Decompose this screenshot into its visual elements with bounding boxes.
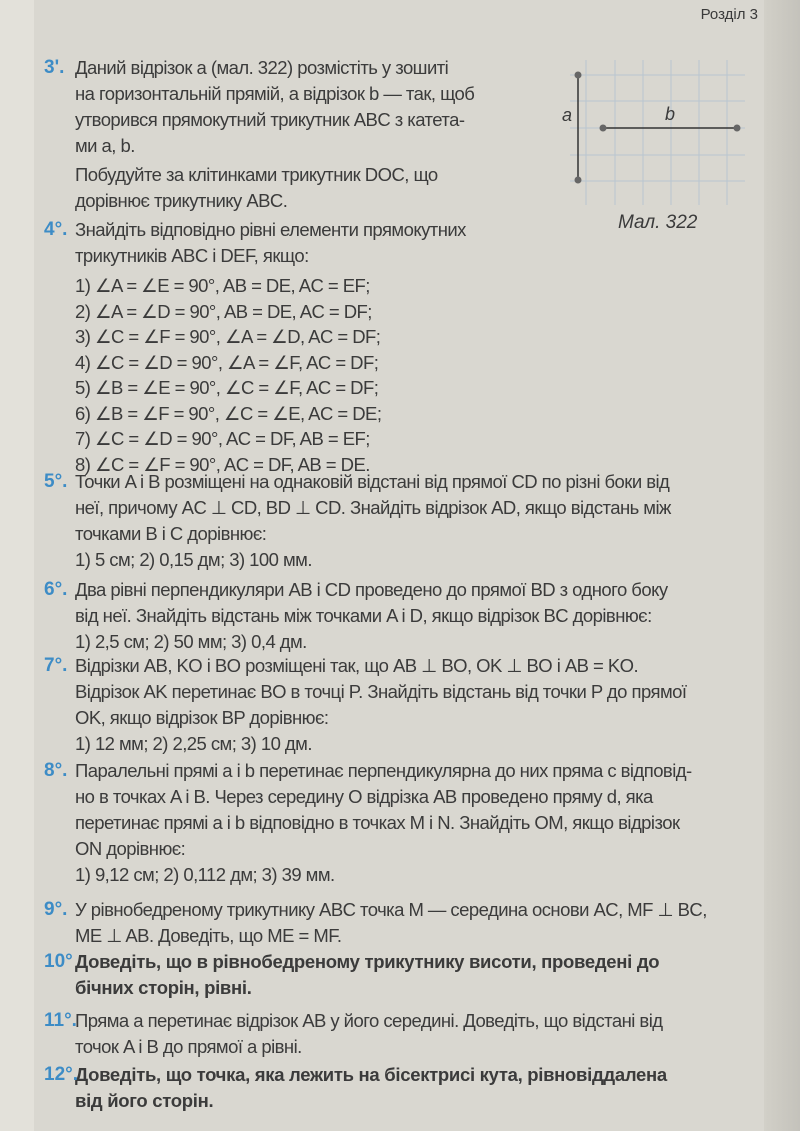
condition-item: 6) ∠B = ∠F = 90°, ∠C = ∠E, AC = DE; (75, 402, 382, 424)
problem-5 (44, 469, 774, 573)
problem-number: 12°. (44, 1064, 79, 1085)
condition-item: 4) ∠C = ∠D = 90°, ∠A = ∠F, AC = DF; (75, 351, 379, 373)
problem-text: Два рівні перпендикуляри AB і CD проведено до прямої BD з одного боку (75, 579, 668, 600)
problem-number: 3'. (44, 57, 65, 78)
problem-text: на горизонтальній прямій, а відрізок b — так, щоб (75, 83, 475, 104)
problem-text: Доведіть, що в рівнобедреному трикутнику висоти, проведені до (75, 951, 660, 972)
problem-4 (44, 217, 544, 477)
problem-10 (44, 949, 774, 1001)
problem-text: Відрізки AB, KO і BO розміщені так, що AB ⊥ BO, OK ⊥ BO і AB = KO. (75, 655, 639, 676)
problem-text: ME ⊥ AB. Доведіть, що ME = MF. (75, 925, 342, 946)
problem-number: 10° (44, 951, 73, 972)
figure-caption: Мал. 322 (618, 212, 698, 233)
problem-12 (44, 1062, 774, 1114)
condition-item: 7) ∠C = ∠D = 90°, AC = DF, AB = EF; (75, 428, 370, 449)
condition-item: 8) ∠C = ∠F = 90°, AC = DF, AB = DE. (75, 453, 370, 475)
problem-text: дорівнює трикутнику ABC. (75, 190, 288, 211)
problem-3 (44, 55, 544, 214)
problem-text: Побудуйте за клітинками трикутник DOC, що (75, 164, 438, 185)
problem-number: 5°. (44, 471, 68, 492)
label-b: b (665, 104, 676, 124)
problem-number: 4°. (44, 219, 68, 240)
problem-number: 8°. (44, 760, 68, 781)
problem-text: ON дорівнює: (75, 838, 186, 859)
problem-text: утворився прямокутний трикутник ABC з катета- (75, 109, 465, 130)
answer-options: 1) 9,12 см; 2) 0,112 дм; 3) 39 мм. (75, 864, 335, 885)
problem-9 (44, 897, 774, 949)
problem-8 (44, 758, 774, 888)
label-a: a (562, 105, 573, 125)
problem-text: OK, якщо відрізок BP дорівнює: (75, 707, 329, 728)
figure-322 (560, 55, 760, 235)
problem-text: від його сторін. (75, 1090, 214, 1111)
answer-options: 1) 2,5 см; 2) 50 мм; 3) 0,4 дм. (75, 631, 307, 652)
problem-text: ми a, b. (75, 135, 135, 156)
problem-text: Відрізок AK перетинає BO в точці P. Знайдіть відстань від точки P до прямої (75, 681, 687, 702)
problem-text: бічних сторін, рівні. (75, 977, 252, 998)
answer-options: 1) 5 см; 2) 0,15 дм; 3) 100 мм. (75, 549, 312, 570)
page-margin (0, 0, 34, 1131)
problem-number: 9°. (44, 899, 68, 920)
answer-options: 1) 12 мм; 2) 2,25 см; 3) 10 дм. (75, 733, 312, 754)
problem-text: Даний відрізок a (мал. 322) розмістіть у зошиті (75, 57, 449, 78)
problem-text: перетинає прямі a і b відповідно в точках M і N. Знайдіть OM, якщо відрізок (75, 812, 680, 833)
problem-number: 6°. (44, 579, 68, 600)
condition-item: 5) ∠B = ∠E = 90°, ∠C = ∠F, AC = DF; (75, 377, 379, 398)
problem-text: Доведіть, що точка, яка лежить на бісектрисі кута, рівновіддалена (75, 1064, 667, 1085)
problem-text: Пряма a перетинає відрізок AB у його середині. Доведіть, що відстані від (75, 1010, 663, 1031)
problem-text: від неї. Знайдіть відстань між точками A і D, якщо відрізок BC дорівнює: (75, 605, 652, 626)
condition-item: 1) ∠A = ∠E = 90°, AB = DE, AC = EF; (75, 275, 370, 296)
problem-6 (44, 577, 774, 655)
problem-text: неї, причому AC ⊥ CD, BD ⊥ CD. Знайдіть відрізок AD, якщо відстань між (75, 497, 671, 518)
problem-text: Знайдіть відповідно рівні елементи прямокутних (75, 219, 466, 240)
problem-11 (44, 1008, 774, 1060)
problem-7 (44, 653, 774, 757)
grid-figure (560, 55, 760, 235)
problem-text: но в точках A і B. Через середину O відрізка AB проведено пряму d, яка (75, 786, 653, 807)
condition-item: 3) ∠C = ∠F = 90°, ∠A = ∠D, AC = DF; (75, 326, 381, 347)
condition-item: 2) ∠A = ∠D = 90°, AB = DE, AC = DF; (75, 300, 372, 322)
problem-text: Точки A і B розміщені на однаковій відстані від прямої CD по різні боки від (75, 471, 670, 492)
problem-text: трикутників ABC і DEF, якщо: (75, 245, 309, 266)
problem-number: 11°. (44, 1010, 77, 1031)
problem-number: 7°. (44, 655, 68, 676)
problem-text: точками B і C дорівнює: (75, 523, 267, 544)
problem-text: точок A і B до прямої a рівні. (75, 1036, 302, 1057)
problem-text: Паралельні прямі a і b перетинає перпендикулярна до них пряма c відповід- (75, 760, 692, 781)
problem-text: У рівнобедреному трикутнику ABC точка M — середина основи AC, MF ⊥ BC, (75, 899, 707, 920)
section-header: Розділ 3 (700, 6, 758, 23)
